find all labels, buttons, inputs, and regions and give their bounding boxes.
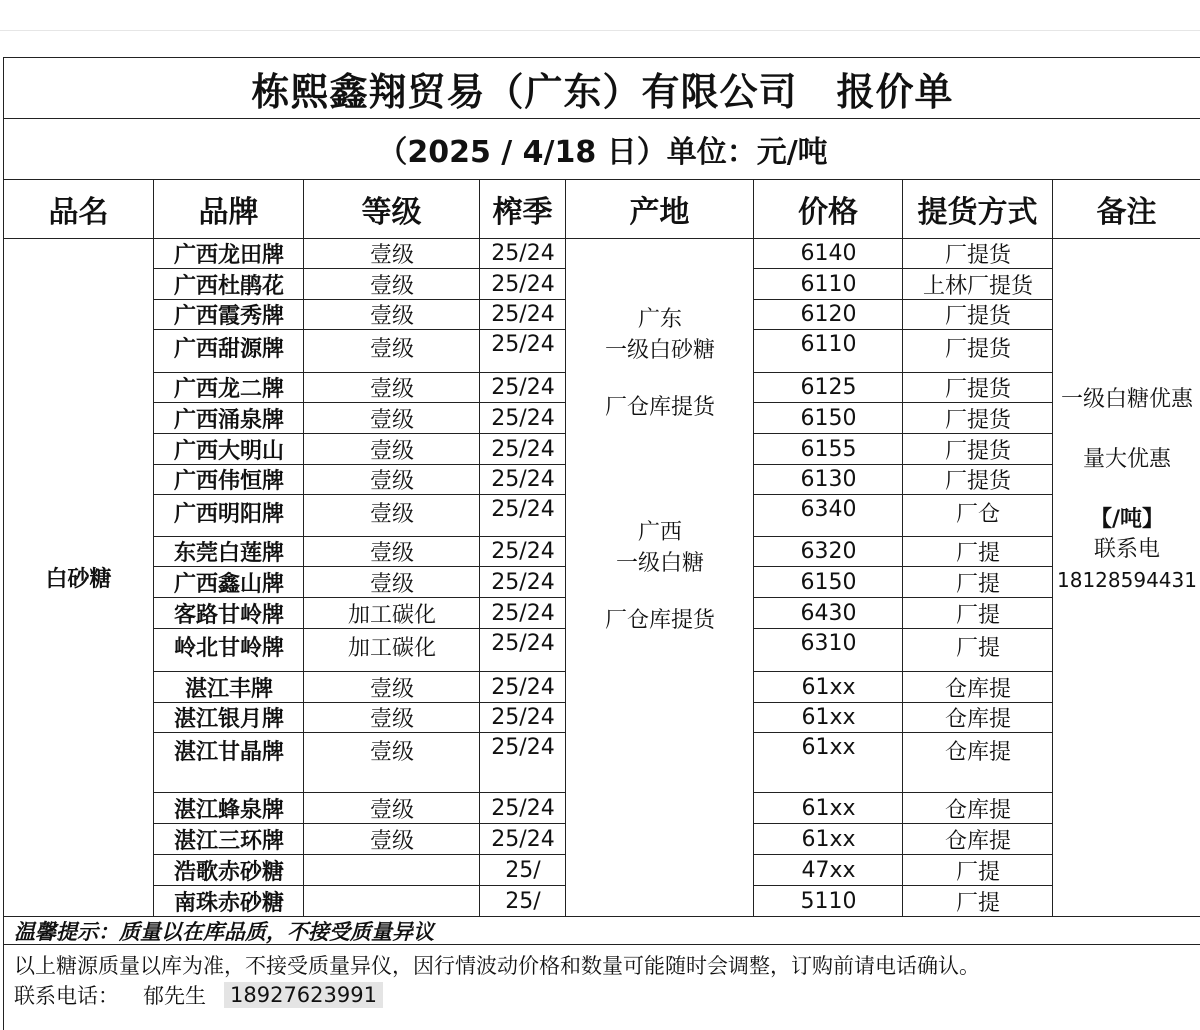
price-cell: 6150 [754, 403, 903, 434]
pickup-cell: 厂提 [903, 567, 1053, 598]
product-name-cell: 白砂糖 [45, 567, 112, 592]
price-cell: 6125 [754, 373, 903, 403]
season-cell: 25/24 [480, 629, 566, 672]
brand-cell: 广西明阳牌 [154, 495, 304, 537]
pickup-cell: 厂提 [903, 537, 1053, 567]
pickup-cell: 仓库提 [903, 672, 1053, 703]
header-remarks: 备注 [1053, 179, 1200, 239]
top-strip [0, 0, 1200, 31]
pickup-cell: 厂提货 [903, 239, 1053, 269]
remark-unit: 【/吨】 [1089, 507, 1165, 532]
brand-cell: 广西杜鹃花 [154, 269, 304, 300]
grade-cell: 壹级 [304, 403, 480, 434]
brand-cell: 湛江丰牌 [154, 672, 304, 703]
season-cell: 25/24 [480, 537, 566, 567]
contact-phone[interactable]: 18927623991 [224, 982, 383, 1008]
season-cell: 25/24 [480, 269, 566, 300]
pickup-cell: 上林厂提货 [903, 269, 1053, 300]
price-cell: 6320 [754, 537, 903, 567]
disclaimer-note: 以上糖源质量以库为准，不接受质量异仪，因行情波动价格和数量可能随时会调整，订购前请电话确认。 [14, 954, 980, 978]
price-cell: 6340 [754, 495, 903, 537]
grade-cell: 壹级 [304, 703, 480, 733]
contact-label: 联系电话： [14, 984, 119, 1008]
header-season: 榨季 [480, 179, 566, 239]
pickup-cell: 厂提 [903, 629, 1053, 672]
grade-cell: 壹级 [304, 567, 480, 598]
remark-line: 一级白糖优惠 [1060, 387, 1193, 412]
brand-cell: 南珠赤砂糖 [173, 890, 284, 916]
season-cell: 25/24 [480, 300, 566, 330]
price-cell: 61xx [754, 703, 903, 733]
remark-line: 量大优惠 [1082, 447, 1171, 472]
grade-cell: 壹级 [304, 465, 480, 495]
season-cell: 25/24 [480, 793, 566, 824]
brand-cell: 客路甘岭牌 [154, 598, 304, 629]
origin-product: 一级白砂糖 [604, 337, 715, 363]
pickup-cell: 仓库提 [903, 703, 1053, 733]
season-cell: 25/24 [480, 824, 566, 855]
brand-cell: 东莞白莲牌 [154, 537, 304, 567]
warm-tip: 温馨提示：质量以在库品质，不接受质量异议 [4, 916, 1200, 945]
contact-name: 郁先生 [143, 984, 206, 1008]
price-cell: 61xx [754, 733, 903, 793]
grade-cell: 壹级 [304, 434, 480, 465]
price-cell: 5110 [800, 888, 857, 914]
pickup-cell: 厂提货 [903, 434, 1053, 465]
brand-cell: 广西霞秀牌 [154, 300, 304, 330]
origin-product: 一级白糖 [615, 550, 704, 576]
grade-cell [304, 886, 480, 916]
grade-cell: 加工碳化 [304, 598, 480, 629]
pickup-cell: 厂提货 [903, 330, 1053, 373]
season-cell: 25/24 [480, 373, 566, 403]
season-cell: 25/24 [480, 672, 566, 703]
brand-cell: 广西鑫山牌 [154, 567, 304, 598]
grade-cell: 壹级 [304, 733, 480, 793]
grade-cell: 壹级 [304, 672, 480, 703]
pickup-cell: 厂提货 [903, 373, 1053, 403]
season-cell: 25/24 [480, 495, 566, 537]
header-origin: 产地 [566, 179, 754, 239]
season-cell: 25/ [505, 888, 541, 914]
brand-cell: 岭北甘岭牌 [154, 629, 304, 672]
season-cell: 25/24 [480, 703, 566, 733]
price-cell: 6430 [754, 598, 903, 629]
header-pickup: 提货方式 [903, 179, 1053, 239]
grade-cell: 壹级 [304, 239, 480, 269]
pickup-cell: 仓库提 [903, 824, 1053, 855]
brand-cell: 广西大明山 [154, 434, 304, 465]
season-cell: 25/24 [480, 598, 566, 629]
pickup-cell: 厂提 [903, 598, 1053, 629]
grade-cell: 壹级 [304, 269, 480, 300]
pickup-cell: 厂提货 [903, 403, 1053, 434]
price-sheet [3, 57, 1200, 1030]
season-cell: 25/ [480, 855, 566, 886]
price-cell: 6155 [754, 434, 903, 465]
grade-cell: 壹级 [304, 330, 480, 373]
origin-guangdong [566, 288, 754, 438]
brand-cell: 广西涌泉牌 [154, 403, 304, 434]
price-cell: 61xx [754, 793, 903, 824]
header-brand: 品牌 [154, 179, 304, 239]
origin-guangxi [566, 501, 754, 651]
pickup-cell: 厂提货 [903, 465, 1053, 495]
origin-region: 广东 [637, 306, 682, 332]
season-cell: 25/24 [480, 330, 566, 373]
header-product: 品名 [4, 179, 154, 239]
remark-line: 联系电 [1093, 537, 1160, 562]
season-cell: 25/24 [480, 465, 566, 495]
origin-pickup: 厂仓库提货 [604, 607, 715, 633]
grade-cell: 壹级 [304, 793, 480, 824]
grade-cell: 加工碳化 [304, 629, 480, 672]
pickup-cell: 仓库提 [903, 793, 1053, 824]
brand-cell: 广西甜源牌 [154, 330, 304, 373]
brand-cell: 湛江三环牌 [154, 824, 304, 855]
price-cell: 6150 [754, 567, 903, 598]
header-price: 价格 [754, 179, 903, 239]
grade-cell: 壹级 [304, 824, 480, 855]
price-cell: 6110 [754, 269, 903, 300]
price-cell: 6310 [754, 629, 903, 672]
header-grade: 等级 [304, 179, 480, 239]
contact-line [14, 980, 383, 1010]
brand-cell: 湛江甘晶牌 [154, 733, 304, 793]
remark-phone: 18128594431 [1057, 568, 1197, 592]
pickup-cell: 厂提 [903, 855, 1053, 886]
grade-cell: 壹级 [304, 373, 480, 403]
grade-cell: 壹级 [304, 495, 480, 537]
season-cell: 25/24 [480, 567, 566, 598]
date-unit-subtitle: （2025 / 4/18 日）单位：元/吨 [4, 119, 1200, 180]
page-title: 栋熙鑫翔贸易（广东）有限公司 报价单 [4, 58, 1200, 119]
season-cell: 25/24 [480, 733, 566, 793]
brand-cell: 广西伟恒牌 [154, 465, 304, 495]
origin-region: 广西 [637, 519, 682, 545]
price-cell: 6120 [754, 300, 903, 330]
price-cell: 6110 [754, 330, 903, 373]
grade-cell [304, 855, 480, 886]
price-cell: 61xx [754, 672, 903, 703]
brand-cell: 浩歌赤砂糖 [154, 855, 304, 886]
price-cell: 47xx [754, 855, 903, 886]
pickup-cell: 厂提货 [903, 300, 1053, 330]
price-cell: 6130 [754, 465, 903, 495]
grade-cell: 壹级 [304, 537, 480, 567]
pickup-cell: 仓库提 [903, 733, 1053, 793]
season-cell: 25/24 [480, 434, 566, 465]
pickup-cell: 厂仓 [903, 495, 1053, 537]
remarks-block [1053, 385, 1200, 595]
price-cell: 6140 [754, 239, 903, 269]
grade-cell: 壹级 [304, 300, 480, 330]
brand-cell: 广西龙田牌 [154, 239, 304, 269]
season-cell: 25/24 [480, 239, 566, 269]
price-cell: 61xx [754, 824, 903, 855]
brand-cell: 湛江蜂泉牌 [154, 793, 304, 824]
brand-cell: 广西龙二牌 [154, 373, 304, 403]
season-cell: 25/24 [480, 403, 566, 434]
origin-pickup: 厂仓库提货 [604, 394, 715, 420]
brand-cell: 湛江银月牌 [154, 703, 304, 733]
pickup-cell: 厂提 [955, 890, 1000, 916]
